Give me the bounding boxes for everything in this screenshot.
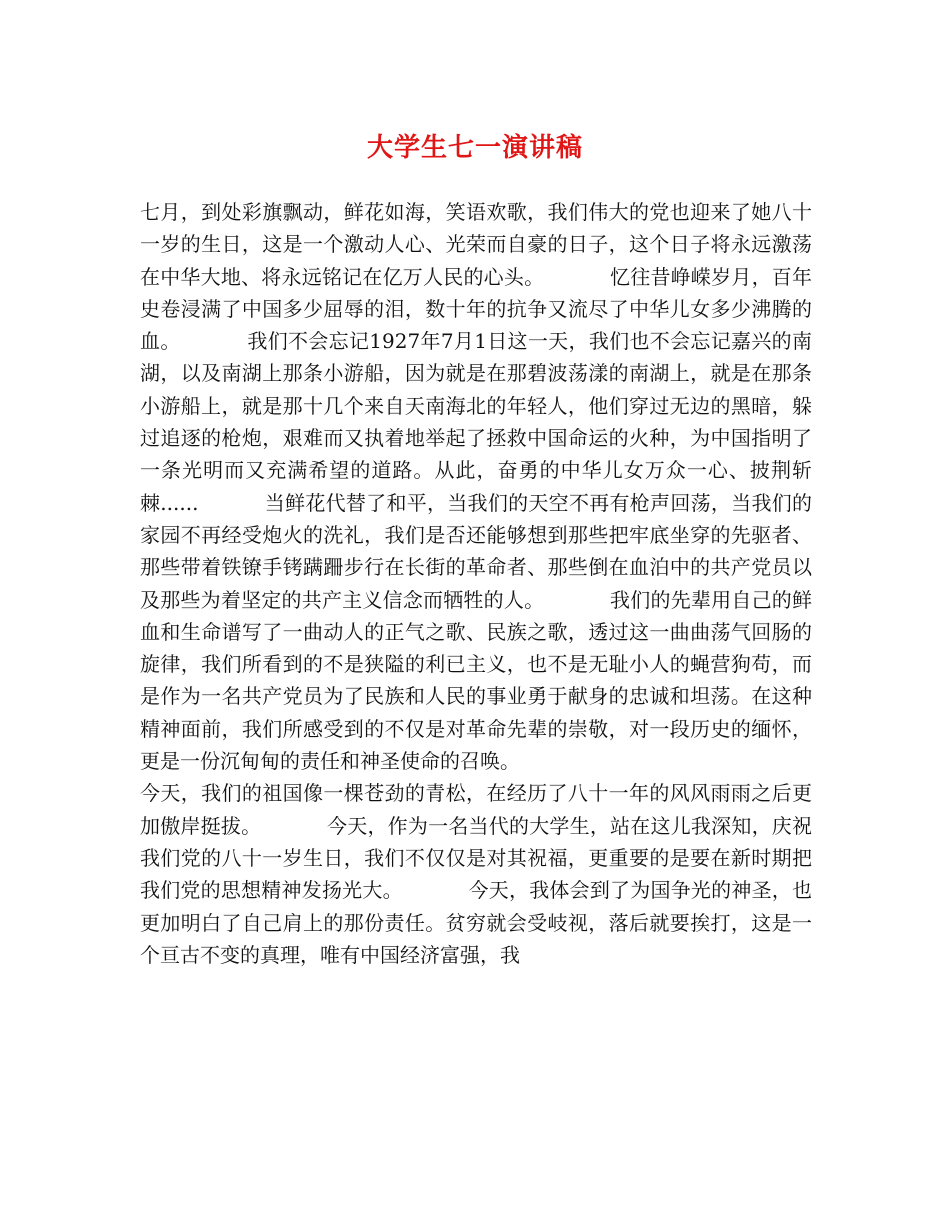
paragraph-1: 七月，到处彩旗飘动，鲜花如海，笑语欢歌，我们伟大的党也迎来了她八十一岁的生日，这是一个激动人心、光荣而自豪的日子，这个日子将永远激荡在中华大地、将永远铭记在亿万人民的心头。 忆往昔峥嵘岁月，百年史卷浸满了中国多少屈辱的泪，数十年的抗争又流尽了中华儿女多少沸腾的血。 我们不会忘记1927年7月1日这一天，我们也不会忘记嘉兴的南湖，以及南湖上那条小游船，因为就是在那碧波荡漾的南湖上，就是在那条小游船上，就是那十几个来自天南海北的年轻人，他们穿过无边的黑暗，躲过追逐的枪炮，艰难而又执着地举起了拯救中国命运的火种，为中国指明了一条光明而又充满希望的道路。从此，奋勇的中华儿女万众一心、披荆斩棘...... 当鲜花代替了和平，当我们的天空不再有枪声回荡，当我们的家园不再经受炮火的洗礼，我们是否还能够想到那些把牢底坐穿的先驱者、那些带着铁镣手铐蹒跚步行在长街的革命者、那些倒在血泊中的共产党员以及那些为着坚定的共产主义信念而牺牲的人。 我们的先辈用自己的鲜血和生命谱写了一曲动人的正气之歌、民族之歌，透过这一曲曲荡气回肠的旋律，我们所看到的不是狭隘的利已主义，也不是无耻小人的蝇营狗苟，而是作为一名共产党员为了民族和人民的事业勇于献身的忠诚和坦荡。在这种精神面前，我们所感受到的不仅是对革命先辈的崇敬，对一段历史的缅怀，更是一份沉甸甸的责任和神圣使命的召唤。 [140,200,812,774]
paragraph-2: 今天，我们的祖国像一棵苍劲的青松，在经历了八十一年的风风雨雨之后更加傲岸挺拔。 今天，作为一名当代的大学生，站在这儿我深知，庆祝我们党的八十一岁生日，我们不仅仅是对其祝福，更重要的是要在新时期把我们党的思想精神发扬光大。 今天，我体会到了为国争光的神圣，也更加明白了自己肩上的那份责任。贫穷就会受岐视，落后就要挨打，这是一个亘古不变的真理，唯有中国经济富强，我 [140,781,812,967]
document-body [140,196,812,971]
document-title: 大学生七一演讲稿 [366,133,583,163]
